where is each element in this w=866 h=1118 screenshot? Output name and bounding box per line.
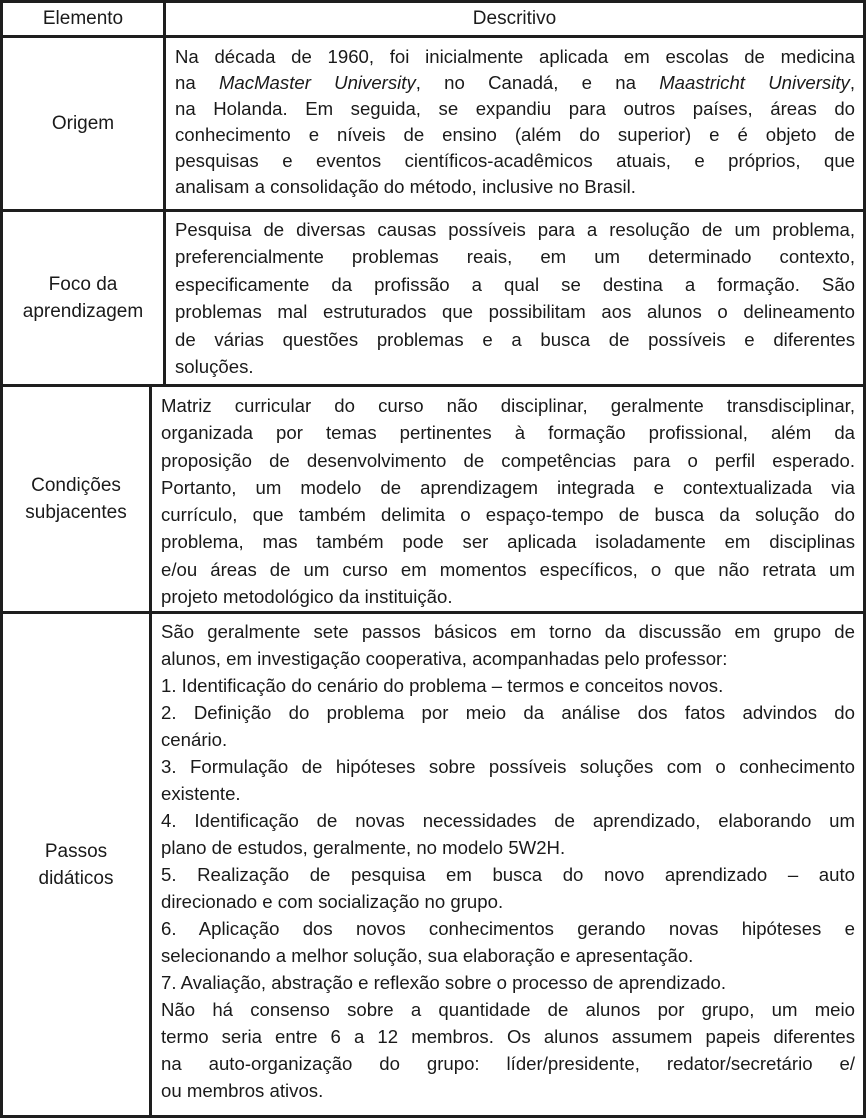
row-label-foco-da-aprendizagem [0,209,166,387]
text-line [161,699,855,726]
text-line [161,1023,855,1050]
text-line [161,474,855,501]
text-line [161,807,855,834]
header-descritivo [163,0,866,38]
text-segment: Portanto, um modelo de aprendizagem integrada e contextualizada via [161,476,855,498]
text-segment: termo seria entre 6 a 12 membros. Os alunos assumem papeis diferentes [161,1026,855,1047]
row-label-text: aprendizagem [22,301,144,322]
text-segment: São geralmente sete passos básicos em torno da discussão em grupo de [161,621,855,642]
text-segment: problemas mal estruturados que possibilitam aos alunos o delineamento [175,301,855,323]
text-line [161,645,855,672]
row-label-text: Foco da [48,274,118,295]
text-segment: 6. Aplicação dos novos conhecimentos gerando novas hipóteses e [161,918,855,939]
text-line [161,419,855,446]
text-segment: alunos, em investigação cooperativa, acompanhadas pelo professor: [161,648,728,669]
text-segment: 3. Formulação de hipóteses sobre possíveis soluções com o conhecimento [161,756,855,777]
text-segment: problema, mas também pode ser aplicada isoladamente em disciplinas [161,531,855,553]
text-segment: , no Canadá, e na [415,72,660,93]
text-segment: cenário. [161,729,228,750]
row-description-condicoes-subjacentes [149,384,866,614]
text-segment: , [849,72,855,93]
text-segment: direcionado e com socialização no grupo. [161,891,504,912]
text-segment: Na década de 1960, foi inicialmente aplicada em escolas de medicina [175,46,855,67]
row-label-text: Condições [31,475,121,496]
text-segment: 2. Definição do problema por meio da análise dos fatos advindos do [161,702,855,723]
text-line [161,780,855,807]
text-line [161,915,855,942]
text-line [161,528,855,555]
text-segment: especificamente da profissão a qual se destina a formação. São [175,273,855,295]
row-label-text: Origem [51,113,115,134]
text-segment: de várias questões problemas e a busca de possíveis e diferentes [175,328,855,350]
text-segment: analisam a consolidação do método, inclusive no Brasil. [175,176,636,197]
text-line [175,70,855,96]
header-descritivo-label: Descritivo [472,8,557,29]
row-label-text: didáticos [38,867,114,889]
text-segment: plano de estudos, geralmente, no modelo 5W2H. [161,837,566,858]
text-line [161,392,855,419]
text-segment: Pesquisa de diversas causas possíveis para a resolução de um problema, [175,219,855,240]
row-description-passos-didaticos [149,611,866,1118]
text-segment: selecionando a melhor solução, sua elaboração e apresentação. [161,945,694,966]
row-label-passos-didaticos [0,611,152,1118]
text-line [175,96,855,122]
text-segment: 5. Realização de pesquisa em busca do novo aprendizado – auto [161,864,855,885]
text-line [175,326,855,353]
text-line [161,996,855,1023]
row-description-foco-da-aprendizagem [163,209,866,387]
text-line [175,216,855,243]
text-line [161,834,855,861]
text-segment: pesquisas e eventos científicos-acadêmicos atuais, e próprios, que [175,150,855,171]
text-line [175,148,855,174]
text-line [161,501,855,528]
text-line [161,969,855,996]
text-segment: e/ou áreas de um curso em momentos específicos, o que não retrata um [161,558,855,580]
text-line [161,753,855,780]
text-line [161,888,855,915]
text-line [161,942,855,969]
text-segment: 4. Identificação de novas necessidades de aprendizado, elaborando um [161,810,855,831]
text-segment: conhecimento e níveis de ensino (além do superior) e é objeto de [175,124,855,145]
text-line [161,556,855,583]
text-line [175,298,855,325]
text-line [175,353,855,380]
row-label-text: Passos [44,840,108,862]
text-line [161,447,855,474]
header-elemento [0,0,166,38]
italic-text: MacMaster University [218,72,416,93]
text-segment: currículo, que também delimita o espaço-tempo de busca da solução do [161,504,855,526]
text-segment: Não há consenso sobre a quantidade de alunos por grupo, um meio [161,999,855,1020]
text-line [175,271,855,298]
text-segment: Matriz curricular do curso não disciplinar, geralmente transdisciplinar, [161,395,855,416]
row-description-origem [163,35,866,212]
text-line [161,726,855,753]
text-segment: existente. [161,783,241,804]
text-segment: ou membros ativos. [161,1080,324,1101]
text-segment: projeto metodológico da instituição. [161,586,453,608]
text-line [161,1077,855,1104]
text-line [161,1050,855,1077]
text-segment: na [175,72,219,93]
italic-text: Maastricht University [659,72,850,93]
text-line [175,44,855,70]
text-line [161,861,855,888]
text-line [175,122,855,148]
text-line [161,672,855,699]
text-segment: 1. Identificação do cenário do problema – termos e conceitos novos. [161,675,724,696]
text-segment: na Holanda. Em seguida, se expandiu para outros países, áreas do [175,98,855,119]
text-line [175,243,855,270]
text-segment: 7. Avaliação, abstração e reflexão sobre o processo de aprendizado. [161,972,727,993]
header-elemento-label: Elemento [42,8,124,29]
text-segment: preferencialmente problemas reais, em um determinado contexto, [175,246,855,268]
row-label-text: subjacentes [25,502,127,523]
text-segment: na auto-organização do grupo: líder/presidente, redator/secretário e/ [161,1053,855,1074]
text-line [161,618,855,645]
row-label-origem [0,35,166,212]
text-line [161,583,855,610]
row-label-condicoes-subjacentes [0,384,152,614]
text-segment: proposição de desenvolvimento de competências para o perfil esperado. [161,449,855,471]
text-segment: soluções. [175,356,254,378]
text-line [175,174,855,200]
text-segment: organizada por temas pertinentes à formação profissional, além da [161,422,855,444]
